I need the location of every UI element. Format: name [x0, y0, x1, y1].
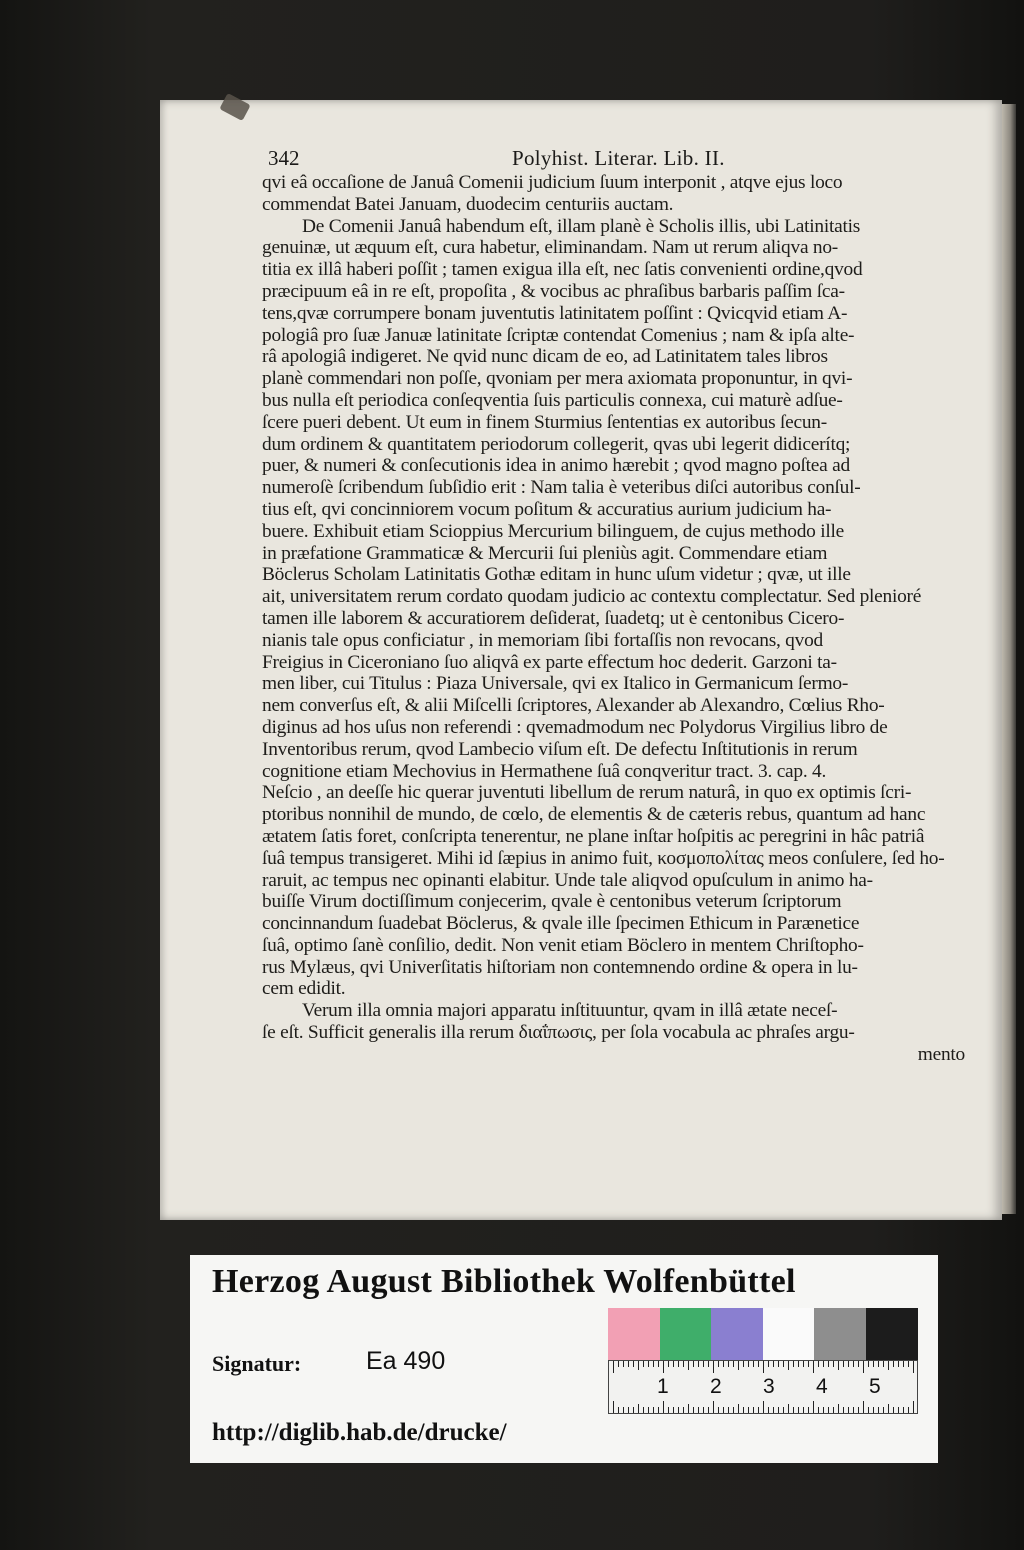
ruler-tick: [763, 1361, 764, 1373]
ruler-tick: [878, 1407, 879, 1413]
text-line: in præfatione Grammaticæ & Mercurii ſui pleniùs agit. Commendare etiam: [262, 542, 828, 564]
ruler-tick: [903, 1407, 904, 1413]
ruler-tick: [663, 1361, 664, 1373]
ruler-tick: [658, 1407, 659, 1413]
ruler-tick: [723, 1361, 724, 1367]
ruler-number: 3: [763, 1375, 775, 1398]
ruler-tick: [693, 1361, 694, 1367]
text-line: concinnandum ſuadebat Böclerus, & qvale ille ſpecimen Ethicum in Parænetice: [262, 913, 860, 935]
ruler-number: 5: [869, 1375, 881, 1398]
text-line: Inventoribus rerum, qvod Lambecio viſum eſt. De defectu Inſtitutionis in rerum: [262, 738, 858, 760]
text-line: Böclerus Scholam Latinitatis Gothæ editam in hunc uſum videtur ; qvæ, ut ille: [262, 564, 851, 586]
ruler-tick: [648, 1361, 649, 1367]
ruler-tick: [818, 1407, 819, 1413]
ruler-tick: [768, 1361, 769, 1367]
ruler-tick: [728, 1361, 729, 1367]
ruler-tick: [748, 1361, 749, 1367]
text-line: ait, universitatem rerum cordato quodam judicio ac contextu complectatur. Sed plenioré: [262, 586, 922, 608]
ruler-tick: [758, 1361, 759, 1367]
running-title: Polyhist. Literar. Lib. II.: [512, 146, 725, 170]
text-line: ſe eſt. Sufficit generalis illa rerum διαΐπωσις, per ſola vocabula ac phraſes argu-: [262, 1022, 855, 1044]
ruler-tick: [733, 1361, 734, 1367]
ruler-tick: [828, 1361, 829, 1367]
text-line: nem converſus eſt, & alii Miſcelli ſcriptores, Alexander ab Alexandro, Cœlius Rho-: [262, 695, 885, 717]
ruler-tick: [623, 1407, 624, 1413]
ruler-tick: [818, 1361, 819, 1367]
catchword: mento: [917, 1043, 965, 1065]
ruler-tick: [868, 1361, 869, 1367]
ruler-tick: [803, 1361, 804, 1367]
ruler-tick: [633, 1407, 634, 1413]
ruler-tick: [733, 1407, 734, 1413]
ruler-tick: [683, 1361, 684, 1367]
ruler-tick: [643, 1407, 644, 1413]
ruler-tick: [708, 1361, 709, 1367]
text-line: puer, & numeri & conſecutionis idea in animo hærebit ; qvod magno poſtea ad: [262, 455, 850, 477]
ruler-tick: [708, 1407, 709, 1413]
text-line: ætatem ſatis foret, conſcripta tenerentur, ne plane inſtar hoſpitis ac peregrini in hâc patriâ: [262, 825, 925, 847]
ruler-tick: [843, 1407, 844, 1413]
ruler-tick: [773, 1361, 774, 1367]
signature-value: Ea 490: [366, 1347, 446, 1375]
ruler-tick: [703, 1361, 704, 1367]
text-line: ſcere pueri debent. Ut eum in finem Sturmius ſententias ex autoribus ſecun-: [262, 411, 827, 433]
text-line: rus Mylæus, qvi Univerſitatis hiſtoriam non contemnendo ordine & opera in lu-: [262, 956, 858, 978]
ruler-tick: [713, 1361, 714, 1373]
ruler-tick: [628, 1407, 629, 1413]
ruler-tick: [833, 1407, 834, 1413]
ruler-tick: [838, 1404, 839, 1413]
ruler-tick: [783, 1407, 784, 1413]
ruler-tick: [723, 1407, 724, 1413]
ruler-tick: [873, 1361, 874, 1367]
ruler-tick: [698, 1407, 699, 1413]
ruler-tick: [673, 1361, 674, 1367]
text-line: ſuâ tempus transigeret. Mihi id ſæpius in animo fuit, κοσμοπολίτας meos conſulere, ſed ho-: [262, 847, 945, 869]
ruler-tick: [833, 1361, 834, 1367]
text-line: buere. Exhibuit etiam Scioppius Mercurium bilinguem, de cujus methodo ille: [262, 520, 844, 542]
text-line: præcipuum eâ in re eſt, propoſita , & vocibus ac phraſibus barbaris paſſim ſca-: [262, 280, 845, 302]
ruler-tick: [748, 1407, 749, 1413]
ruler-tick: [898, 1361, 899, 1367]
text-line: cem edidit.: [262, 978, 346, 1000]
ruler-tick: [743, 1361, 744, 1367]
color-swatch: [608, 1308, 660, 1360]
ruler-tick: [688, 1361, 689, 1370]
ruler-tick: [753, 1407, 754, 1413]
text-line: Neſcio , an deeſſe hic querar juventuti libellum de rerum naturâ, in quo ex optimis ſcri-: [262, 782, 912, 804]
text-line: raruit, ac tempus nec opinanti elabitur. Unde tale aliqvod opuſculum in animo ha-: [262, 869, 873, 891]
page-edge: [1002, 104, 1016, 1214]
ruler-tick: [758, 1407, 759, 1413]
ruler-tick: [648, 1407, 649, 1413]
color-swatch: [866, 1308, 918, 1360]
ruler-tick: [633, 1361, 634, 1367]
measurement-ruler: [608, 1360, 918, 1414]
ruler-tick: [908, 1361, 909, 1367]
ruler-tick: [668, 1361, 669, 1367]
ruler-tick: [848, 1407, 849, 1413]
text-line: Verum illa omnia majori apparatu inſtituuntur, qvam in illâ ætate neceſ-: [302, 1000, 838, 1022]
ruler-tick: [893, 1361, 894, 1367]
ruler-tick: [898, 1407, 899, 1413]
color-calibration-strip: [608, 1308, 918, 1360]
ruler-tick: [798, 1361, 799, 1367]
ruler-tick: [618, 1361, 619, 1367]
signature-label: Signatur:: [212, 1351, 302, 1376]
text-line: tamen ille laborem & accuratiorem deſiderat, ſuadetq; ut è centonibus Cicero-: [262, 607, 845, 629]
ruler-tick: [693, 1407, 694, 1413]
ruler-tick: [868, 1407, 869, 1413]
ruler-tick: [683, 1407, 684, 1413]
color-swatch: [711, 1308, 763, 1360]
color-swatch: [763, 1308, 815, 1360]
ruler-number: 1: [657, 1375, 669, 1398]
ruler-tick: [638, 1404, 639, 1413]
ruler-tick: [853, 1361, 854, 1367]
ruler-tick: [753, 1361, 754, 1367]
text-line: diginus ad hos uſus non referendi : qvemadmodum nec Polydorus Virgilius libro de: [262, 716, 888, 738]
library-url[interactable]: http://diglib.hab.de/drucke/: [212, 1419, 507, 1446]
ruler-tick: [688, 1404, 689, 1413]
text-line: pologiâ pro ſuæ Januæ latinitate ſcriptæ contendat Comenius ; nam & ipſa alte-: [262, 324, 855, 346]
ruler-tick: [893, 1407, 894, 1413]
running-header: [268, 146, 968, 172]
text-line: men liber, cui Titulus : Piaza Universale, qvi ex Italico in Germanicum ſermo-: [262, 673, 849, 695]
ruler-tick: [743, 1407, 744, 1413]
ruler-tick: [713, 1401, 714, 1413]
ruler-tick: [903, 1361, 904, 1367]
ruler-tick: [853, 1407, 854, 1413]
page-number: 342: [268, 146, 300, 170]
ruler-tick: [658, 1361, 659, 1367]
ruler-tick: [843, 1361, 844, 1367]
color-swatch: [660, 1308, 712, 1360]
ruler-tick: [883, 1361, 884, 1367]
text-line: ptoribus nonnihil de mundo, de cœlo, de elementis & de cæteris rebus, quantum ad hanc: [262, 804, 926, 826]
ruler-tick: [623, 1361, 624, 1367]
ruler-tick: [823, 1361, 824, 1367]
ruler-tick: [653, 1361, 654, 1367]
ruler-tick: [888, 1361, 889, 1370]
ruler-tick: [678, 1361, 679, 1367]
ruler-tick: [863, 1401, 864, 1413]
text-line: genuinæ, ut æquum eſt, cura habetur, eliminandam. Nam ut rerum aliqva no-: [262, 237, 839, 259]
ruler-tick: [718, 1407, 719, 1413]
ruler-tick: [613, 1401, 614, 1413]
ruler-tick: [793, 1361, 794, 1367]
ruler-tick: [653, 1407, 654, 1413]
color-swatch: [814, 1308, 866, 1360]
ruler-tick: [878, 1361, 879, 1367]
text-line: tens,qvæ corrumpere bonam juventutis latinitatem poſſint : Qvicqvid etiam A-: [262, 302, 848, 324]
ruler-tick: [788, 1361, 789, 1370]
ruler-tick: [718, 1361, 719, 1367]
ruler-tick: [763, 1401, 764, 1413]
text-line: râ apologiâ indigeret. Ne qvid nunc dicam de eo, ad Latinitatem tales libros: [262, 346, 828, 368]
ruler-tick: [678, 1407, 679, 1413]
ruler-tick: [883, 1407, 884, 1413]
ruler-number: 4: [816, 1375, 828, 1398]
text-line: dum ordinem & quantitatem periodorum collegerit, qvas ubi legerit didicerítq;: [262, 433, 851, 455]
ruler-tick: [813, 1361, 814, 1373]
ruler-tick: [808, 1407, 809, 1413]
ruler-tick: [848, 1361, 849, 1367]
ruler-tick: [803, 1407, 804, 1413]
text-line: De Comenii Januâ habendum eſt, illam planè è Scholis illis, ubi Latinitatis: [302, 215, 861, 237]
ruler-tick: [728, 1407, 729, 1413]
ruler-tick: [798, 1407, 799, 1413]
text-line: qvi eâ occaſione de Januâ Comenii judicium ſuum interponit , atqve ejus loco: [262, 172, 843, 193]
ruler-tick: [698, 1361, 699, 1367]
ruler-tick: [838, 1361, 839, 1370]
text-line: ſuâ, optimo ſanè conſilio, dedit. Non venit etiam Böclero in mentem Chriſtopho-: [262, 934, 864, 956]
body-text: [262, 172, 965, 1066]
ruler-tick: [778, 1361, 779, 1367]
ruler-tick: [813, 1401, 814, 1413]
ruler-tick: [783, 1361, 784, 1367]
ruler-number: 2: [710, 1375, 722, 1398]
text-line: Freigius in Ciceroniano ſuo aliqvâ ex parte effectum hoc dederit. Garzoni ta-: [262, 651, 837, 673]
ruler-tick: [913, 1361, 914, 1373]
ruler-tick: [858, 1361, 859, 1367]
ruler-tick: [668, 1407, 669, 1413]
ruler-tick: [828, 1407, 829, 1413]
ruler-tick: [808, 1361, 809, 1367]
text-line: buiſſe Virum doctiſſimum conjecerim, qvale è centonibus veterum ſcriptorum: [262, 891, 842, 913]
text-line: numeroſè ſcribendum ſubſidio erit : Nam talia è veteribus diſci autoribus conſul-: [262, 477, 861, 499]
ruler-tick: [908, 1407, 909, 1413]
text-line: commendat Batei Januam, duodecim centuriis auctam.: [262, 193, 674, 215]
ruler-tick: [613, 1361, 614, 1373]
ruler-tick: [863, 1361, 864, 1373]
ruler-tick: [738, 1404, 739, 1413]
ruler-tick: [618, 1407, 619, 1413]
text-line: titia ex illâ haberi poſſit ; tamen exigua illa eſt, nec ſatis convenienti ordine,qvod: [262, 259, 863, 281]
ruler-tick: [793, 1407, 794, 1413]
library-title: Herzog August Bibliothek Wolfenbüttel: [212, 1263, 796, 1300]
ruler-tick: [873, 1407, 874, 1413]
ruler-tick: [638, 1361, 639, 1370]
ruler-tick: [773, 1407, 774, 1413]
ruler-tick: [673, 1407, 674, 1413]
ruler-tick: [643, 1361, 644, 1367]
ruler-tick: [628, 1361, 629, 1367]
ruler-tick: [788, 1404, 789, 1413]
ruler-tick: [778, 1407, 779, 1413]
text-line: cognitione etiam Mechovius in Hermathene ſuâ conqveritur tract. 3. cap. 4.: [262, 760, 827, 782]
ruler-tick: [913, 1401, 914, 1413]
ruler-tick: [738, 1361, 739, 1370]
ruler-tick: [703, 1407, 704, 1413]
ruler-tick: [768, 1407, 769, 1413]
ruler-tick: [823, 1407, 824, 1413]
text-line: planè commendari non poſſe, qvoniam per mera axiomata proponuntur, in qvi-: [262, 368, 853, 390]
text-line: nianis tale opus conficiatur , in memoriam ſibi fortaſſis non revocans, qvod: [262, 629, 823, 651]
library-info-panel: [190, 1255, 938, 1463]
ruler-tick: [663, 1401, 664, 1413]
text-line: bus nulla eſt periodica conſeqventia ſuis particulis connexa, cui maturè adſue-: [262, 389, 843, 411]
text-line: tius eſt, qvi concinniorem vocum poſitum & accuratius aurium judicium ha-: [262, 498, 832, 520]
ruler-tick: [858, 1407, 859, 1413]
ruler-tick: [888, 1404, 889, 1413]
